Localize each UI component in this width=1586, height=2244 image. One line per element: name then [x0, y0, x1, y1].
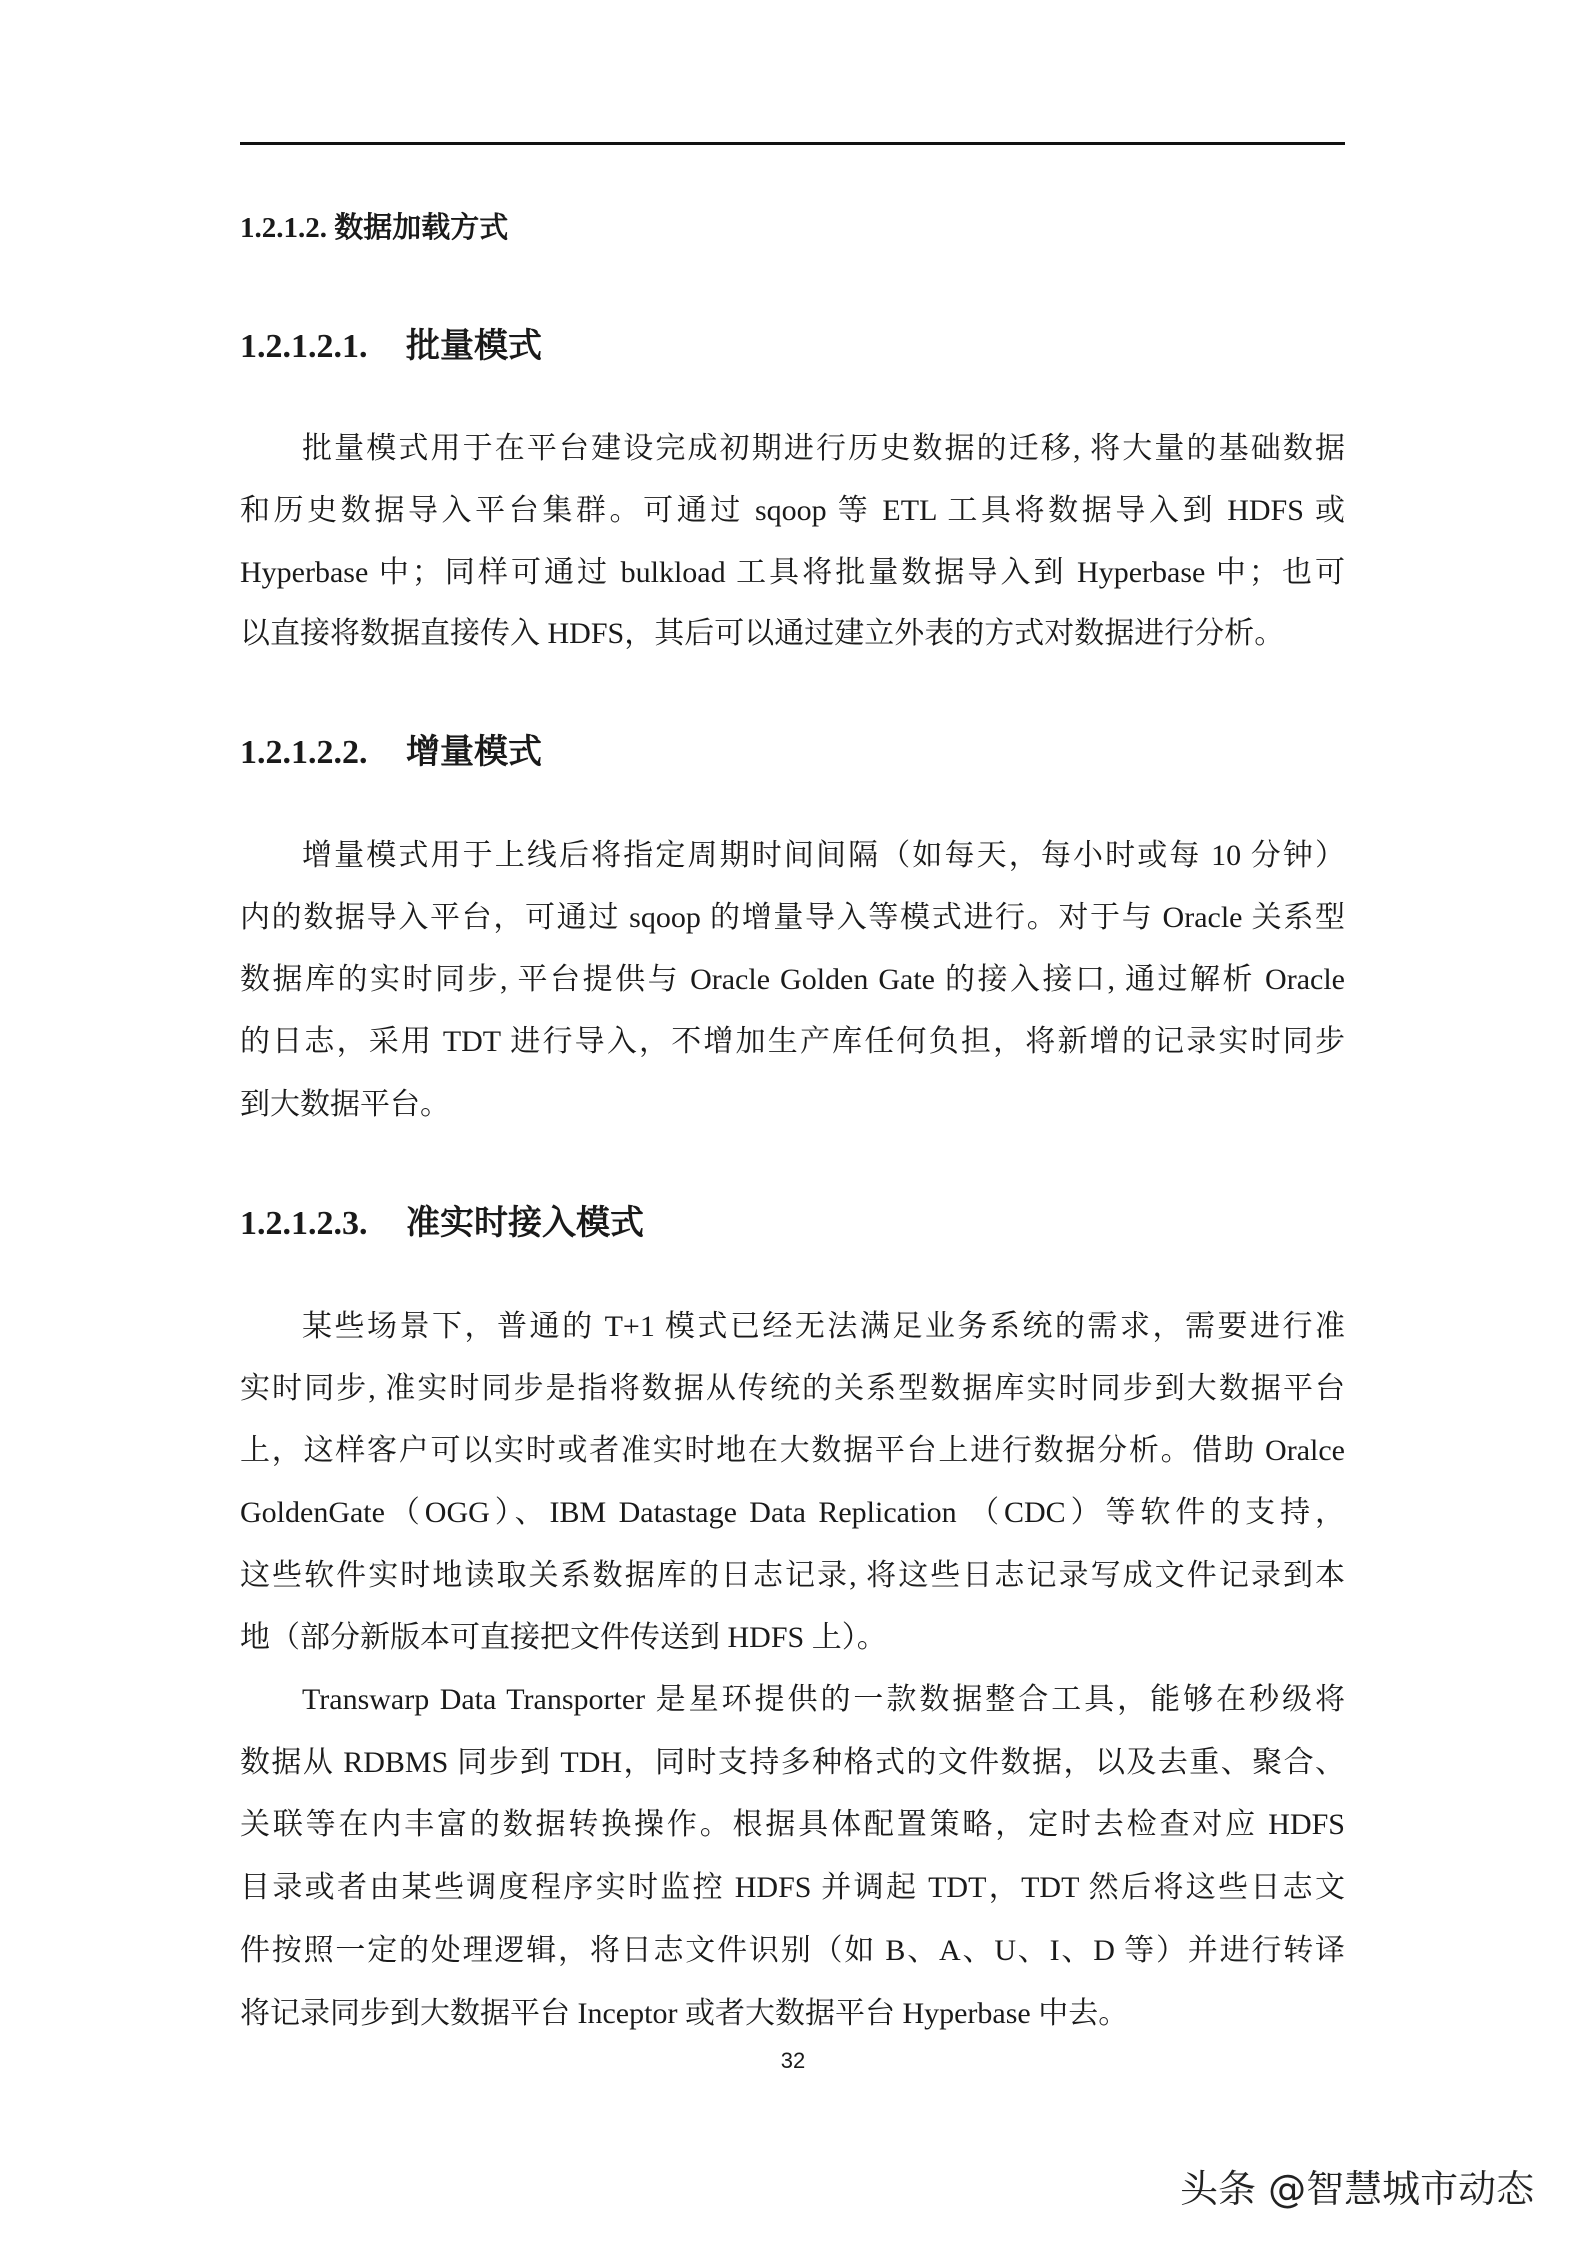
section-heading — [240, 205, 508, 246]
subsection-title: 增量模式 — [406, 734, 542, 771]
paragraph-line: 增量模式用于上线后将指定周期时间间隔（如每天，每小时或每 10 分钟） — [302, 839, 1345, 872]
paragraph-line: 的日志，采用 TDT 进行导入，不增加生产库任何负担，将新增的记录实时同步 — [240, 1025, 1345, 1058]
paragraph-line: GoldenGate（OGG）、IBM Datastage Data Replication （CDC）等软件的支持， — [240, 1496, 1345, 1529]
subsection-heading-near-realtime — [240, 1195, 644, 1244]
subsection-number: 1.2.1.2.1. — [240, 328, 368, 365]
page-number: 32 — [780, 2048, 806, 2073]
paragraph-line: 地（部分新版本可直接把文件传送到 HDFS 上）。 — [240, 1621, 887, 1654]
subsection-heading-batch — [240, 318, 542, 367]
subsection-title: 准实时接入模式 — [406, 1205, 644, 1242]
paragraph-line: 目录或者由某些调度程序实时监控 HDFS 并调起 TDT，TDT 然后将这些日志文 — [240, 1871, 1345, 1904]
paragraph-line: 数据库的实时同步, 平台提供与 Oracle Golden Gate 的接入接口, 通过解析 Oracle — [240, 963, 1345, 996]
section-title: 数据加载方式 — [334, 212, 509, 244]
paragraph-line: 内的数据导入平台，可通过 sqoop 的增量导入等模式进行。对于与 Oracle 关系型 — [240, 901, 1345, 934]
header-rule — [240, 142, 1345, 145]
watermark: 头条 @智慧城市动态 — [1180, 2167, 1535, 2211]
paragraph-line: Hyperbase 中；同样可通过 bulkload 工具将批量数据导入到 Hyperbase 中；也可 — [240, 556, 1345, 589]
section-number: 1.2.1.2. — [240, 212, 327, 244]
paragraph-line: 将记录同步到大数据平台 Inceptor 或者大数据平台 Hyperbase 中去。 — [240, 1997, 1129, 2030]
paragraph-line: 到大数据平台。 — [240, 1088, 450, 1121]
paragraph-line: 关联等在内丰富的数据转换操作。根据具体配置策略，定时去检查对应 HDFS — [240, 1808, 1345, 1841]
paragraph-line: 数据从 RDBMS 同步到 TDH，同时支持多种格式的文件数据，以及去重、聚合、 — [240, 1746, 1345, 1779]
paragraph-line: 批量模式用于在平台建设完成初期进行历史数据的迁移, 将大量的基础数据 — [302, 432, 1345, 465]
paragraph-line: 实时同步, 准实时同步是指将数据从传统的关系型数据库实时同步到大数据平台 — [240, 1372, 1345, 1405]
paragraph-line: 和历史数据导入平台集群。可通过 sqoop 等 ETL 工具将数据导入到 HDFS 或 — [240, 494, 1345, 527]
paragraph-line: 以直接将数据直接传入 HDFS，其后可以通过建立外表的方式对数据进行分析。 — [240, 617, 1285, 650]
subsection-number: 1.2.1.2.2. — [240, 734, 368, 771]
subsection-number: 1.2.1.2.3. — [240, 1205, 368, 1242]
paragraph-line: 件按照一定的处理逻辑，将日志文件识别（如 B、A、U、I、D 等）并进行转译 — [240, 1934, 1345, 1967]
subsection-title: 批量模式 — [406, 328, 542, 365]
paragraph-line: Transwarp Data Transporter 是星环提供的一款数据整合工具，能够在秒级将 — [302, 1683, 1345, 1716]
subsection-heading-incremental — [240, 724, 542, 773]
paragraph-line: 这些软件实时地读取关系数据库的日志记录, 将这些日志记录写成文件记录到本 — [240, 1559, 1345, 1592]
paragraph-line: 某些场景下，普通的 T+1 模式已经无法满足业务系统的需求，需要进行准 — [302, 1310, 1345, 1343]
paragraph-line: 上，这样客户可以实时或者准实时地在大数据平台上进行数据分析。借助 Oralce — [240, 1434, 1345, 1467]
